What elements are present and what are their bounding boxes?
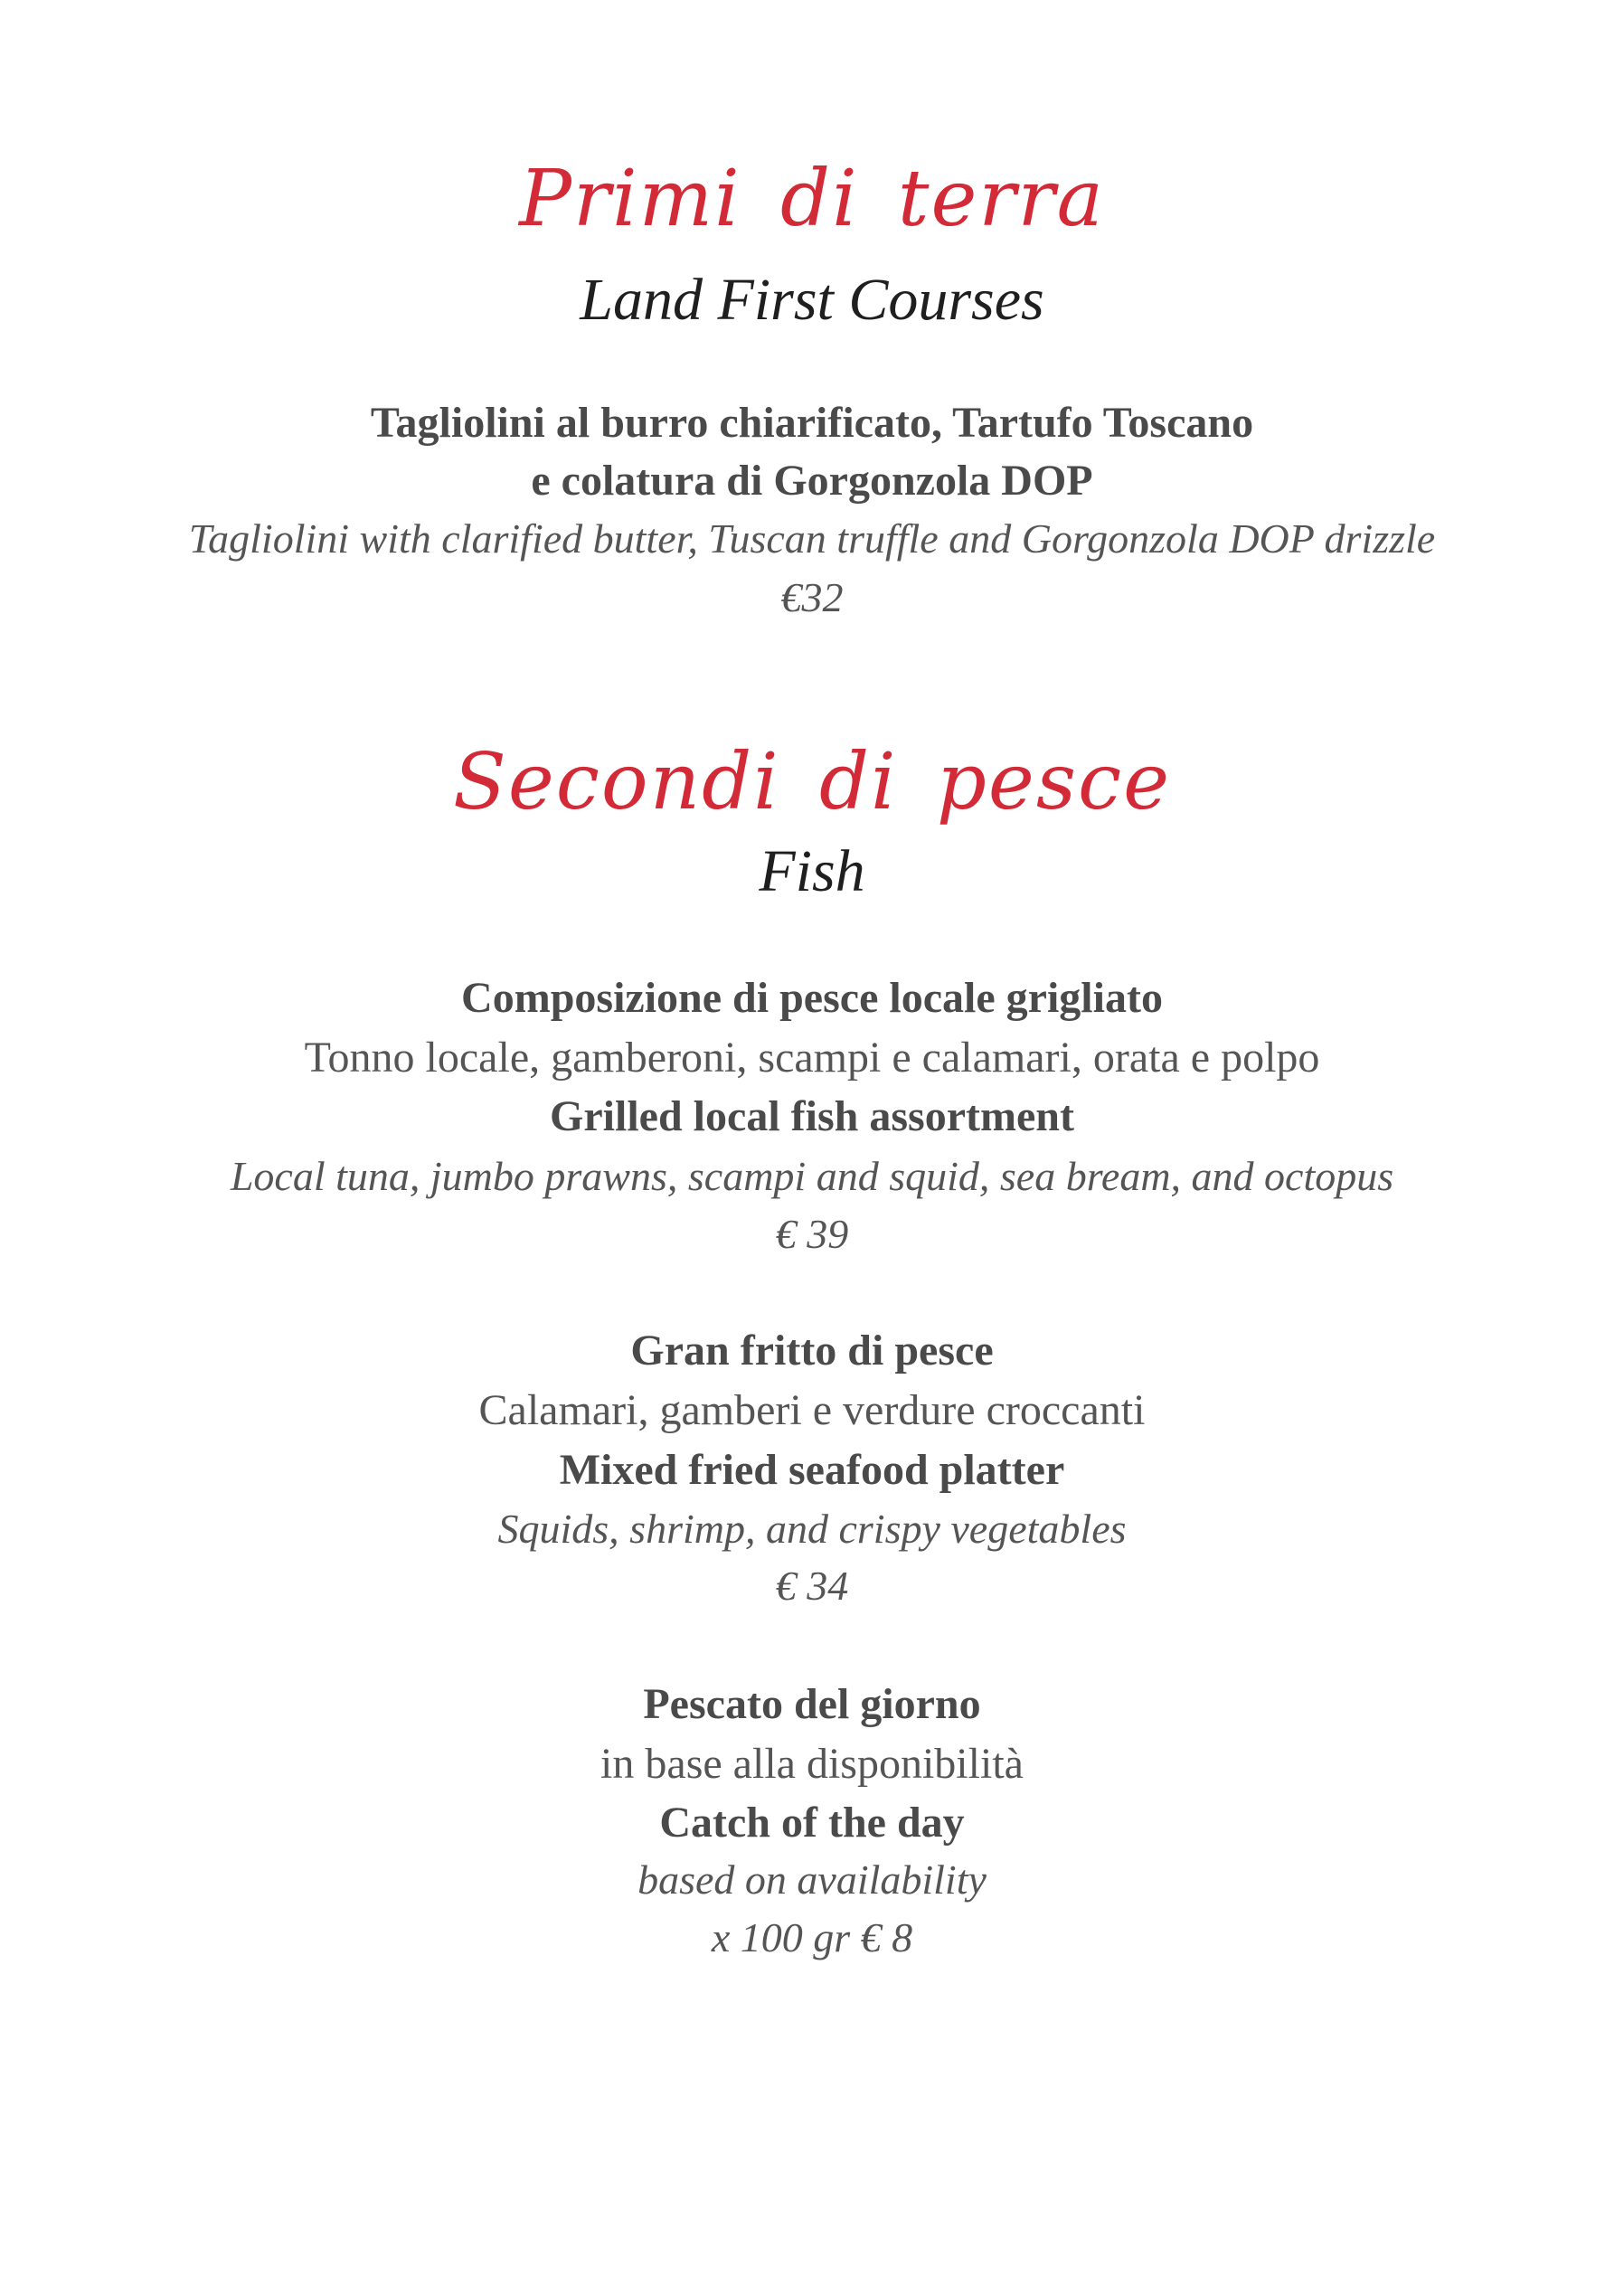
dish-price: € 34	[775, 1563, 849, 1609]
dish-desc-it: Tonno locale, gamberoni, scampi e calamari, orata e polpo	[304, 1034, 1320, 1082]
dish-price: €32	[780, 574, 844, 620]
section-subtitle-fish: Fish	[759, 838, 865, 904]
dish-name-it: Tagliolini al burro chiarificato, Tartufo Toscano	[370, 399, 1254, 447]
dish-name-en: Tagliolini with clarified butter, Tuscan truffle and Gorgonzola DOP drizzle	[188, 515, 1436, 562]
dish-name-it: Pescato del giorno	[643, 1680, 981, 1728]
section-subtitle-land: Land First Courses	[580, 267, 1044, 333]
dish-name-it: Gran fritto di pesce	[630, 1327, 994, 1374]
dish-price: € 39	[775, 1211, 849, 1257]
section-title-fish: Secondi di pesce	[452, 737, 1172, 827]
dish-desc-it: Calamari, gamberi e verdure croccanti	[478, 1386, 1146, 1434]
dish-name-en: Mixed fried seafood platter	[559, 1446, 1065, 1494]
dish-desc-en: Local tuna, jumbo prawns, scampi and squid, sea bream, and octopus	[230, 1153, 1394, 1199]
dish-name-en: Grilled local fish assortment	[550, 1092, 1074, 1140]
dish-price: x 100 gr € 8	[711, 1914, 913, 1960]
dish-desc-en: Squids, shrimp, and crispy vegetables	[497, 1506, 1127, 1552]
dish-desc-en: based on availability	[637, 1856, 987, 1903]
dish-name-it: e colatura di Gorgonzola DOP	[531, 457, 1093, 505]
dish-name-it: Composizione di pesce locale grigliato	[461, 974, 1163, 1022]
section-title-land: Primi di terra	[519, 154, 1105, 244]
dish-name-en: Catch of the day	[659, 1799, 965, 1847]
dish-desc-it: in base alla disponibilità	[600, 1740, 1024, 1788]
